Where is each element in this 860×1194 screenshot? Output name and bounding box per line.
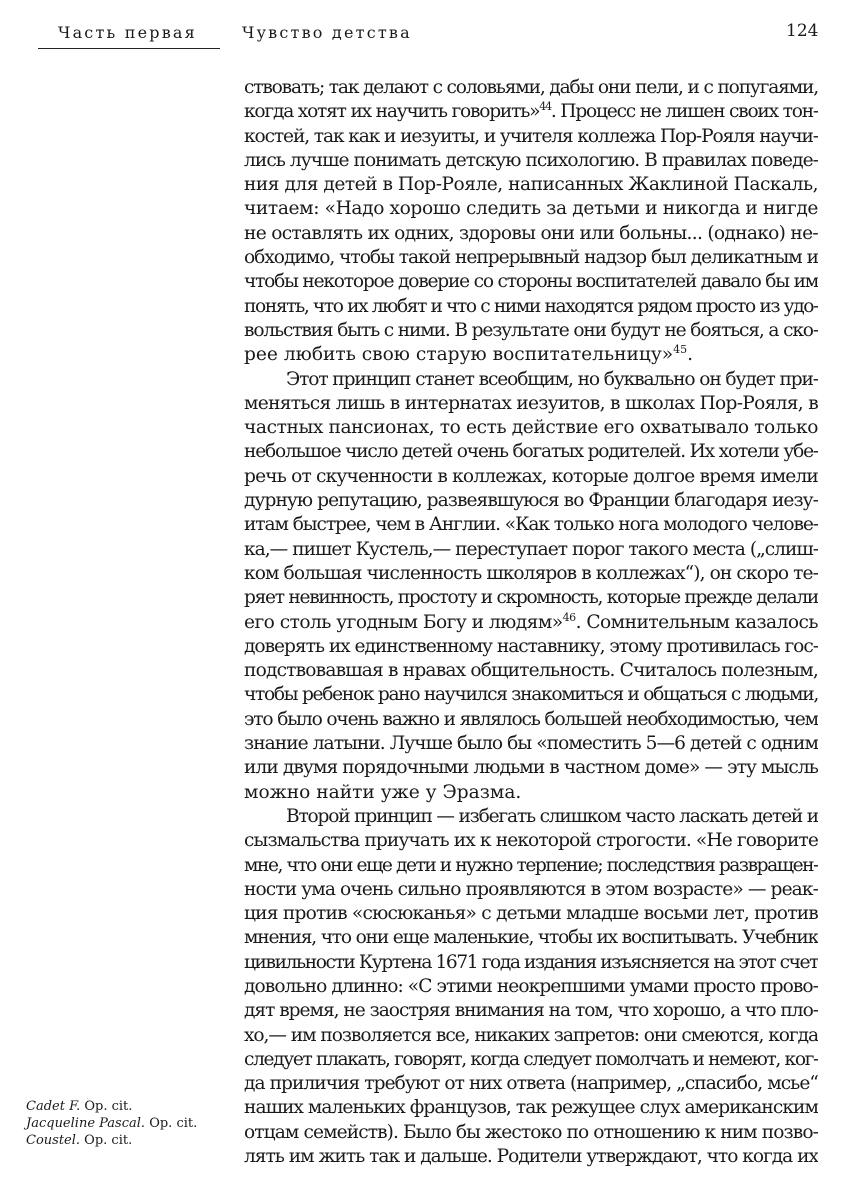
line-text: его столь угодным Богу и людям» — [244, 611, 563, 633]
line-text: меняться лишь в интернатах иезуитов, в школах Пор-Рояля, в — [244, 392, 818, 414]
text-line — [244, 586, 818, 610]
footnote-author: Cadet F. — [26, 1099, 81, 1114]
text-line — [244, 999, 818, 1023]
line-text: да приличия требуют от них ответа (например, „спасибо, мсье“ — [244, 1073, 818, 1095]
text-line — [244, 538, 818, 562]
body-text — [244, 76, 818, 1169]
line-text: ности ума очень сильно проявляются в этом возрасте» — реак- — [244, 878, 818, 900]
line-text: лять им жить так и дальше. Родители утверждают, что когда их — [244, 1146, 818, 1168]
text-line — [244, 659, 818, 683]
line-text: доверять их единственному наставнику, этому противилась гос- — [244, 635, 818, 657]
line-text: костей, так как и иезуиты, и учителя коллежа Пор-Рояля научи- — [244, 125, 818, 147]
line-text: частных пансионах, то есть действие его охватывало только — [244, 417, 818, 439]
footnote-marker: 44 — [539, 100, 551, 114]
text-line — [244, 635, 818, 659]
text-line — [244, 781, 818, 805]
text-line — [244, 683, 818, 707]
line-text-continued: . Процесс не лишен своих тон- — [550, 101, 818, 123]
line-text: чтобы некоторое доверие со стороны воспитателей давало бы им — [244, 271, 818, 293]
footnote — [26, 1115, 197, 1132]
line-text: отцам семейств). Было бы жестоко по отношению к ним позво- — [244, 1121, 818, 1143]
text-line — [244, 878, 818, 902]
text-line — [244, 222, 818, 246]
line-text: Второй принцип — избегать слишком часто ласкать детей и — [286, 805, 818, 827]
page-number: 124 — [786, 21, 819, 41]
line-text: небольшое число детей очень богатых родителей. Их хотели убе- — [244, 441, 818, 463]
text-line — [244, 611, 818, 635]
line-text: когда хотят их научить говорить» — [244, 101, 540, 123]
text-line — [244, 1145, 818, 1169]
line-text: ка,— пишет Кустель,— переступает порог такого места („слиш- — [244, 538, 818, 560]
line-text: понять, что их любят и что с ними находятся рядом просто из удо- — [244, 295, 818, 317]
line-text: Этот принцип станет всеобщим, но буквально он будет при- — [286, 368, 818, 390]
text-line — [244, 829, 818, 853]
line-text: лись лучше понимать детскую психологию. В правилах поведе- — [244, 149, 818, 171]
line-text: ряет невинность, простоту и скромность, которые прежде делали — [244, 587, 818, 609]
text-line — [244, 902, 818, 926]
footnote — [26, 1132, 197, 1149]
text-line — [244, 562, 818, 586]
line-text: цивильности Куртена 1671 года издания изъясняется на этот счет — [244, 951, 818, 973]
text-line — [244, 951, 818, 975]
text-line — [244, 440, 818, 464]
line-text: можно найти уже у Эразма. — [244, 781, 522, 803]
header-rule — [38, 48, 220, 49]
text-line — [244, 319, 818, 343]
text-line — [244, 197, 818, 221]
footnote-marker: 45 — [673, 343, 688, 357]
line-text: чтобы ребенок рано научился знакомиться и общаться с людьми, — [244, 684, 818, 706]
line-text: речь от скученности в коллежах, которые долгое время имели — [244, 465, 818, 487]
line-text: или двумя порядочными людьми в частном доме» — эту мысль — [244, 757, 818, 779]
footnote-reference: Op. cit. — [145, 1116, 198, 1131]
text-line — [244, 149, 818, 173]
text-line — [244, 513, 818, 537]
text-line — [244, 416, 818, 440]
line-text: следует плакать, говорят, когда следует помолчать и немеют, ког- — [244, 1048, 818, 1070]
line-text: обходимо, чтобы такой непрерывный надзор был деликатным и — [244, 247, 818, 269]
text-line — [244, 1048, 818, 1072]
line-text: мне, что они еще дети и нужно терпение; последствия развращен- — [244, 854, 818, 876]
line-text: довольно длинно: «С этими неокрепшими умами просто прово- — [244, 975, 818, 997]
text-line — [244, 1072, 818, 1096]
text-line — [244, 1121, 818, 1145]
text-line — [244, 246, 818, 270]
running-head-part: Часть первая — [58, 23, 197, 42]
line-text: вольствия быть с ними. В результате они будут не бояться, а ско- — [244, 319, 818, 341]
line-text: сызмальства приучать их к некоторой строгости. «Не говорите — [244, 830, 818, 852]
text-line — [244, 295, 818, 319]
footnote-marker: 46 — [562, 610, 576, 624]
line-text-continued: . Сомнительным казалось — [575, 611, 818, 633]
text-line — [244, 756, 818, 780]
line-text: подствовавшая в нравах общительность. Считалось полезным, — [244, 660, 818, 682]
text-line — [244, 465, 818, 489]
running-head-chapter: Чувство детства — [242, 23, 412, 42]
footnote-author: Coustel. — [26, 1133, 81, 1148]
line-text: рее любить свою старую воспитательницу» — [244, 344, 674, 366]
text-line — [244, 732, 818, 756]
line-text: наших маленьких французов, так режущее слух американским — [244, 1097, 818, 1119]
line-text: ствовать; так делают с соловьями, дабы они пели, и с попугаями, — [244, 77, 818, 98]
line-text: ция против «сюсюканья» с детьми младше восьми лет, против — [244, 903, 818, 925]
text-line — [244, 100, 818, 124]
text-line — [244, 125, 818, 149]
footnotes — [26, 1098, 197, 1149]
text-line — [244, 708, 818, 732]
text-line — [244, 343, 818, 367]
line-text: не оставлять их одних, здоровы они или больны... (однако) не- — [244, 222, 818, 244]
text-line — [244, 805, 818, 829]
line-text: ния для детей в Пор-Рояле, написанных Жаклиной Паскаль, — [244, 174, 818, 196]
footnote-reference: Op. cit. — [80, 1133, 133, 1148]
line-text: ком большая численность школяров в коллежах“), он скоро те- — [244, 562, 818, 584]
text-line — [244, 854, 818, 878]
text-line — [244, 1096, 818, 1120]
text-line — [244, 926, 818, 950]
line-text: дурную репутацию, развеявшуюся во Франции благодаря иезу- — [244, 490, 818, 512]
text-line — [244, 270, 818, 294]
footnote-reference: Op. cit. — [80, 1099, 133, 1114]
footnote-author: Jacqueline Pascal. — [26, 1116, 146, 1131]
text-line — [244, 975, 818, 999]
line-text: хо,— им позволяется все, никаких запретов: они смеются, когда — [244, 1024, 818, 1046]
line-text-continued: . — [687, 344, 694, 366]
line-text: читаем: «Надо хорошо следить за детьми и никогда и нигде — [244, 198, 818, 220]
text-line — [244, 76, 818, 100]
text-line — [244, 1024, 818, 1048]
line-text: дят время, не заостряя внимания на том, что хорошо, а что пло- — [244, 1000, 818, 1022]
line-text: мнения, что они еще маленькие, чтобы их воспитывать. Учебник — [244, 927, 818, 949]
text-line — [244, 489, 818, 513]
text-line — [244, 392, 818, 416]
text-line — [244, 368, 818, 392]
footnote — [26, 1098, 197, 1115]
line-text: итам быстрее, чем в Англии. «Как только нога молодого челове- — [244, 514, 818, 536]
text-line — [244, 173, 818, 197]
line-text: знание латыни. Лучше было бы «поместить 5—6 детей с одним — [244, 733, 818, 755]
line-text: это было очень важно и являлось большей необходимостью, чем — [244, 708, 818, 730]
